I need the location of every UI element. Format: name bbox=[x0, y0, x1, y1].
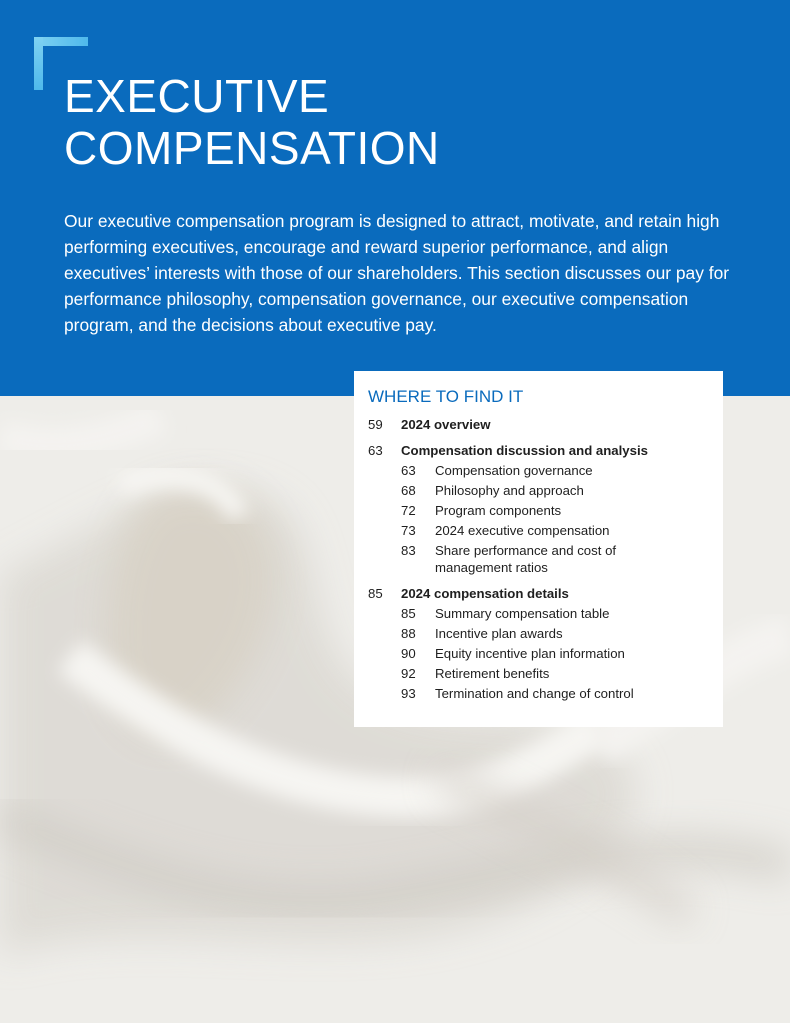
toc-heading: WHERE TO FIND IT bbox=[368, 387, 524, 406]
toc-page-number: 85 bbox=[368, 586, 383, 601]
page-title bbox=[64, 70, 440, 174]
title-line-2: COMPENSATION bbox=[64, 122, 440, 174]
toc-label: Retirement benefits bbox=[435, 666, 550, 681]
toc-label: Equity incentive plan information bbox=[435, 646, 625, 661]
intro-paragraph: Our executive compensation program is designed to attract, motivate, and retain high performing executives, encourage and reward superior performance, and align executives’ interests with those of our shareholders. This section discusses our pay for performance philosophy, compensation governance, our executive compensation program, and the decisions about executive pay. bbox=[64, 211, 730, 335]
toc-label: Incentive plan awards bbox=[435, 626, 563, 641]
toc-label: Summary compensation table bbox=[435, 606, 610, 621]
toc-page-number: 83 bbox=[401, 543, 416, 558]
toc-page-number: 63 bbox=[401, 463, 416, 478]
bracket-bar-left bbox=[34, 37, 43, 90]
toc-page-number: 93 bbox=[401, 686, 416, 701]
toc-label: Termination and change of control bbox=[435, 686, 634, 701]
toc-label: 2024 executive compensation bbox=[435, 523, 610, 538]
toc-page-number: 68 bbox=[401, 483, 416, 498]
toc-page-number: 92 bbox=[401, 666, 416, 681]
where-to-find-it-panel bbox=[354, 371, 723, 727]
toc-label: Compensation governance bbox=[435, 463, 593, 478]
toc-label: 2024 compensation details bbox=[401, 586, 569, 601]
toc-label: Compensation discussion and analysis bbox=[401, 443, 648, 458]
toc-page-number: 63 bbox=[368, 443, 383, 458]
toc-page-number: 85 bbox=[401, 606, 416, 621]
toc-page-number: 90 bbox=[401, 646, 416, 661]
toc-page-number: 73 bbox=[401, 523, 416, 538]
header-banner bbox=[0, 0, 790, 396]
toc-label: Share performance and cost of management ratios bbox=[435, 543, 617, 575]
toc-page-number: 88 bbox=[401, 626, 416, 641]
title-line-1: EXECUTIVE bbox=[64, 70, 330, 122]
toc-label: Program components bbox=[435, 503, 562, 518]
toc-label: 2024 overview bbox=[401, 417, 491, 432]
toc-page-number: 59 bbox=[368, 417, 383, 432]
toc-label: Philosophy and approach bbox=[435, 483, 584, 498]
toc-page-number: 72 bbox=[401, 503, 416, 518]
